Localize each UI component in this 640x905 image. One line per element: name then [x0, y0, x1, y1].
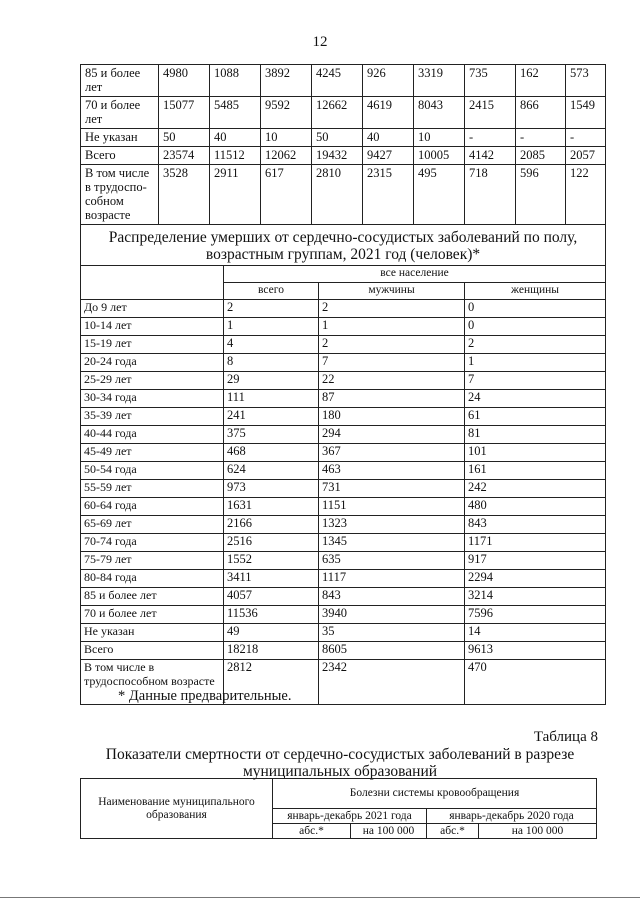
table-row [81, 624, 606, 642]
table-row [81, 372, 606, 390]
table-row [81, 318, 606, 336]
table-cell: 40 [210, 129, 261, 147]
table-cell: - [566, 129, 606, 147]
group-header: все население [224, 266, 606, 283]
cell-women: 480 [465, 498, 606, 516]
row-label: 25-29 лет [81, 372, 224, 390]
table-cell: 2085 [516, 147, 566, 165]
row-label: Всего [81, 642, 224, 660]
table-cell: 19432 [312, 147, 363, 165]
cell-total: 111 [224, 390, 319, 408]
table-cell: 617 [261, 165, 312, 225]
cell-total: 49 [224, 624, 319, 642]
table-row [81, 147, 606, 165]
cell-men: 294 [319, 426, 465, 444]
row-label: В том числе в трудоспособном возрасте [81, 660, 224, 705]
cell-women: 61 [465, 408, 606, 426]
cell-women: 0 [465, 300, 606, 318]
table-cell: 40 [363, 129, 414, 147]
disease-group-header: Болезни системы кровообращения [273, 779, 597, 809]
cell-men: 635 [319, 552, 465, 570]
row-label: 85 и более лет [81, 65, 159, 97]
table-row [81, 480, 606, 498]
distribution-table [80, 224, 606, 705]
cell-women: 917 [465, 552, 606, 570]
rate-2021-header: на 100 000 [351, 824, 427, 839]
cell-men: 7 [319, 354, 465, 372]
cell-women: 843 [465, 516, 606, 534]
cell-men: 180 [319, 408, 465, 426]
cell-women: 2 [465, 336, 606, 354]
row-label: 45-49 лет [81, 444, 224, 462]
cell-total: 1 [224, 318, 319, 336]
cell-women: 1171 [465, 534, 606, 552]
cell-women: 242 [465, 480, 606, 498]
cell-total: 4 [224, 336, 319, 354]
cell-women: 101 [465, 444, 606, 462]
footnote: * Данные предварительные. [118, 688, 292, 704]
table-row [81, 354, 606, 372]
table-row [81, 444, 606, 462]
row-label: 60-64 года [81, 498, 224, 516]
period-2020-header: январь-декабрь 2020 года [427, 809, 597, 824]
abs-2020-header: абс.* [427, 824, 479, 839]
table-row [81, 462, 606, 480]
table-row [81, 534, 606, 552]
cell-total: 2516 [224, 534, 319, 552]
cell-total: 3411 [224, 570, 319, 588]
table-cell: 11512 [210, 147, 261, 165]
table-cell: 10005 [414, 147, 465, 165]
cell-men: 35 [319, 624, 465, 642]
table-row [81, 516, 606, 534]
table-cell: 3319 [414, 65, 465, 97]
cell-men: 2 [319, 300, 465, 318]
table-title-row [81, 225, 606, 266]
row-label: 30-34 года [81, 390, 224, 408]
table-cell: - [516, 129, 566, 147]
cell-total: 8 [224, 354, 319, 372]
row-label: 10-14 лет [81, 318, 224, 336]
cell-women: 7596 [465, 606, 606, 624]
cell-men: 2 [319, 336, 465, 354]
cell-men: 87 [319, 390, 465, 408]
table-cell: - [465, 129, 516, 147]
cell-total: 18218 [224, 642, 319, 660]
table-cell: 4980 [159, 65, 210, 97]
cell-women: 7 [465, 372, 606, 390]
header-women: женщины [465, 283, 606, 300]
cell-men: 367 [319, 444, 465, 462]
top-table [80, 64, 606, 225]
table-cell: 4245 [312, 65, 363, 97]
header-total: всего [224, 283, 319, 300]
row-label: До 9 лет [81, 300, 224, 318]
table-cell: 3892 [261, 65, 312, 97]
row-label: 55-59 лет [81, 480, 224, 498]
table-cell: 12062 [261, 147, 312, 165]
table-row [81, 606, 606, 624]
period-2021-header: январь-декабрь 2021 года [273, 809, 427, 824]
row-label: 70-74 года [81, 534, 224, 552]
table-cell: 2315 [363, 165, 414, 225]
cell-men: 463 [319, 462, 465, 480]
row-label: 70 и более лет [81, 606, 224, 624]
row-label: 35-39 лет [81, 408, 224, 426]
table-cell: 2810 [312, 165, 363, 225]
row-label: Всего [81, 147, 159, 165]
cell-women: 2294 [465, 570, 606, 588]
cell-women: 14 [465, 624, 606, 642]
cell-men: 1117 [319, 570, 465, 588]
cell-men: 1323 [319, 516, 465, 534]
table-cell: 9592 [261, 97, 312, 129]
cell-men: 2342 [319, 660, 465, 705]
cell-women: 0 [465, 318, 606, 336]
header-empty-cell [81, 266, 224, 300]
table-cell: 735 [465, 65, 516, 97]
cell-men: 3940 [319, 606, 465, 624]
table-cell: 12662 [312, 97, 363, 129]
table-row [81, 552, 606, 570]
table-row [81, 129, 606, 147]
page-number: 12 [312, 34, 328, 50]
table-label: Таблица 8 [533, 729, 598, 745]
table-cell: 4619 [363, 97, 414, 129]
table-cell: 718 [465, 165, 516, 225]
table-cell: 4142 [465, 147, 516, 165]
header-row-group [81, 266, 606, 283]
cell-women: 24 [465, 390, 606, 408]
table-row [81, 498, 606, 516]
table-row [81, 165, 606, 225]
table-row [81, 570, 606, 588]
cell-total: 468 [224, 444, 319, 462]
cell-total: 624 [224, 462, 319, 480]
cell-total: 2 [224, 300, 319, 318]
cell-women: 81 [465, 426, 606, 444]
table-cell: 15077 [159, 97, 210, 129]
cell-men: 843 [319, 588, 465, 606]
table-cell: 866 [516, 97, 566, 129]
row-label: 15-19 лет [81, 336, 224, 354]
cell-men: 8605 [319, 642, 465, 660]
table-row [81, 426, 606, 444]
table-cell: 2415 [465, 97, 516, 129]
table-cell: 1549 [566, 97, 606, 129]
table-cell: 596 [516, 165, 566, 225]
row-label: В том числе в трудоспо-собном возрасте [81, 165, 159, 225]
cell-total: 241 [224, 408, 319, 426]
table-cell: 2911 [210, 165, 261, 225]
row-label: 40-44 года [81, 426, 224, 444]
table-cell: 573 [566, 65, 606, 97]
cell-total: 2812 [224, 660, 319, 705]
table-cell: 5485 [210, 97, 261, 129]
table-cell: 10 [414, 129, 465, 147]
cell-total: 1631 [224, 498, 319, 516]
cell-men: 1151 [319, 498, 465, 516]
table8-title: Показатели смертности от сердечно-сосудистых заболеваний в разрезе муниципальных образований [105, 746, 575, 780]
cell-total: 29 [224, 372, 319, 390]
row-label: 75-79 лет [81, 552, 224, 570]
abs-2021-header: абс.* [273, 824, 351, 839]
table-cell: 926 [363, 65, 414, 97]
table-row [81, 390, 606, 408]
table-cell: 162 [516, 65, 566, 97]
table-row [81, 642, 606, 660]
cell-women: 1 [465, 354, 606, 372]
table-row [81, 65, 606, 97]
row-label: 70 и более лет [81, 97, 159, 129]
row-label: 85 и более лет [81, 588, 224, 606]
table-row [81, 588, 606, 606]
table-row [81, 300, 606, 318]
table-row [81, 408, 606, 426]
table-cell: 3528 [159, 165, 210, 225]
cell-total: 1552 [224, 552, 319, 570]
row-label: 50-54 года [81, 462, 224, 480]
row-label: 80-84 года [81, 570, 224, 588]
cell-men: 1 [319, 318, 465, 336]
table-cell: 495 [414, 165, 465, 225]
table-cell: 50 [159, 129, 210, 147]
table-cell: 23574 [159, 147, 210, 165]
bottom-divider [0, 897, 640, 898]
table8-header [80, 778, 597, 839]
table-cell: 8043 [414, 97, 465, 129]
cell-women: 161 [465, 462, 606, 480]
cell-men: 1345 [319, 534, 465, 552]
cell-women: 470 [465, 660, 606, 705]
distribution-title: Распределение умерших от сердечно-сосудистых заболеваний по полу, возрастным группам, 2021 год (человек)* [81, 225, 606, 266]
table-row [81, 336, 606, 354]
row-label: Не указан [81, 129, 159, 147]
cell-total: 375 [224, 426, 319, 444]
table-cell: 2057 [566, 147, 606, 165]
cell-women: 9613 [465, 642, 606, 660]
table-cell: 9427 [363, 147, 414, 165]
municipality-header: Наименование муниципального образования [81, 779, 273, 839]
row-label: 20-24 года [81, 354, 224, 372]
cell-total: 4057 [224, 588, 319, 606]
cell-men: 731 [319, 480, 465, 498]
cell-men: 22 [319, 372, 465, 390]
cell-total: 973 [224, 480, 319, 498]
header-men: мужчины [319, 283, 465, 300]
cell-women: 3214 [465, 588, 606, 606]
rate-2020-header: на 100 000 [479, 824, 597, 839]
table-cell: 1088 [210, 65, 261, 97]
cell-total: 11536 [224, 606, 319, 624]
row-label: 65-69 лет [81, 516, 224, 534]
row-label: Не указан [81, 624, 224, 642]
table-row [81, 97, 606, 129]
table-cell: 50 [312, 129, 363, 147]
table-cell: 10 [261, 129, 312, 147]
table-cell: 122 [566, 165, 606, 225]
cell-total: 2166 [224, 516, 319, 534]
